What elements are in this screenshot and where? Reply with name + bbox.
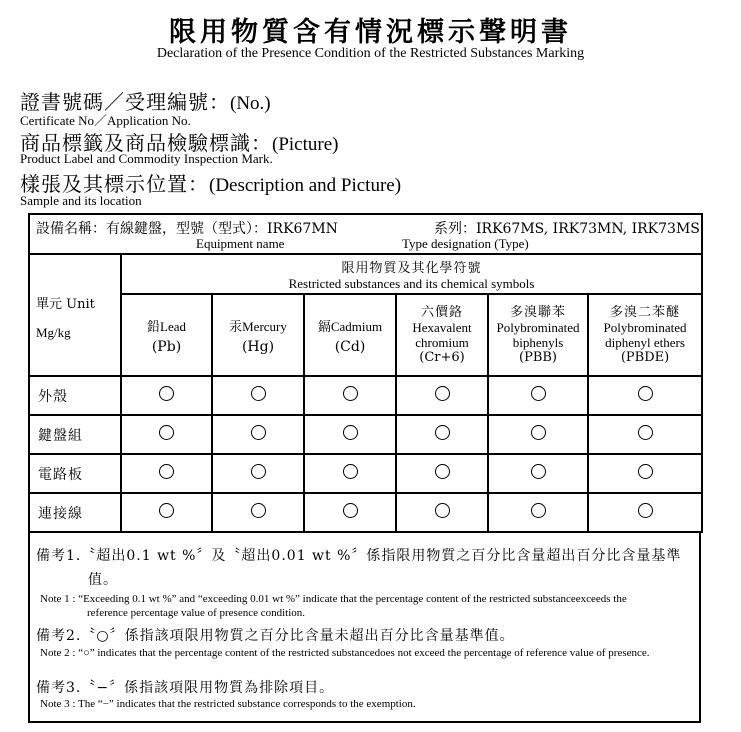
table-row: [29, 454, 702, 493]
table-row: [29, 376, 702, 415]
document-subtitle: Declaration of the Presence Condition of the Restricted Substances Marking: [156, 46, 585, 61]
note2-zh: 備考2.〝○〞係指該項限用物質之百分比含量未超出百分比含量基準值。: [36, 628, 515, 644]
presence-cell: [304, 493, 396, 532]
restricted-header-en: Restricted substances and its chemical symbols: [288, 275, 535, 291]
presence-cell: [488, 415, 588, 454]
note1-zh-b: 值。: [88, 572, 118, 588]
note1-en-b: reference percentage value of presence condition.: [87, 607, 306, 619]
header-row-2: [29, 294, 702, 376]
substance-chromium-zh: 六價鉻: [420, 305, 463, 320]
circle-mark: [251, 425, 266, 440]
circle-mark: [343, 425, 358, 440]
substance-cadmium-symbol: (Cd): [334, 338, 366, 355]
presence-cell: [588, 376, 702, 415]
substance-pbb-en1: Polybrominated: [496, 320, 580, 335]
substance-cadmium-name: 鎘Cadmium: [317, 318, 383, 334]
circle-mark: [638, 464, 653, 479]
substance-lead: [121, 294, 212, 376]
row-label: 外殼: [29, 376, 121, 415]
series-en: Type designation (Type): [402, 236, 529, 251]
presence-cell: [304, 376, 396, 415]
substance-pbde: [588, 294, 702, 376]
substance-pbde-symbol: (PBDE): [620, 350, 670, 365]
substance-pbb-zh: 多溴聯苯: [509, 305, 566, 320]
substance-chromium: [396, 294, 488, 376]
substance-mercury: [212, 294, 304, 376]
presence-cell: [121, 376, 212, 415]
substance-pbb-en2: biphenyls: [512, 335, 564, 350]
document-title: 限用物質含有情況標示聲明書: [169, 17, 572, 48]
equipment-name-en: Equipment name: [196, 236, 285, 251]
circle-mark: [435, 464, 450, 479]
row-label: 鍵盤組: [29, 415, 121, 454]
substance-pbde-zh: 多溴二苯醚: [610, 305, 681, 320]
table-row: [29, 415, 702, 454]
presence-cell: [121, 493, 212, 532]
substance-chromium-en1: Hexavalent: [412, 320, 472, 335]
row-label: 電路板: [29, 454, 121, 493]
circle-mark: [435, 386, 450, 401]
product-label-zh: 商品標籤及商品檢驗標識：: [20, 131, 272, 155]
presence-cell: [121, 415, 212, 454]
circle-mark: [343, 464, 358, 479]
circle-mark: [435, 503, 450, 518]
presence-cell: [121, 454, 212, 493]
header-row-1: [29, 254, 702, 294]
circle-mark: [638, 503, 653, 518]
certificate-label-en: (No.): [230, 93, 271, 114]
circle-mark: [531, 464, 546, 479]
note1-zh-a: 備考1.〝超出0.1 wt %〞及〝超出0.01 wt %〞係指限用物質之百分比含量超出百分比含量基準: [36, 548, 682, 564]
equipment-name-zh: 設備名稱：有線鍵盤，型號（型式）：IRK67MN: [36, 221, 338, 237]
circle-mark: [159, 425, 174, 440]
presence-cell: [304, 415, 396, 454]
unit-label: 單元 Unit: [36, 297, 95, 312]
presence-cell: [212, 493, 304, 532]
circle-mark: [531, 386, 546, 401]
presence-cell: [212, 376, 304, 415]
presence-cell: [396, 415, 488, 454]
circle-mark: [638, 425, 653, 440]
substance-cadmium: [304, 294, 396, 376]
equipment-cell: [29, 214, 702, 254]
substance-pbb: [488, 294, 588, 376]
substance-chromium-en2: chromium: [415, 335, 469, 350]
sample-label-zh: 樣張及其標示位置：: [20, 172, 209, 196]
substance-chromium-symbol: (Cr+6): [419, 350, 465, 365]
note3-zh: 備考3.〝−〞係指該項限用物質為排除項目。: [36, 680, 335, 696]
presence-cell: [588, 493, 702, 532]
circle-mark: [159, 386, 174, 401]
presence-cell: [396, 376, 488, 415]
note1-en-a: Note 1 : “Exceeding 0.1 wt %” and “exceeding 0.01 wt %” indicate that the percentage content of the restricted substanceexceeds the: [40, 593, 627, 605]
table-row: [29, 493, 702, 532]
presence-cell: [488, 493, 588, 532]
product-label-sub: Product Label and Commodity Inspection Mark.: [20, 151, 273, 166]
note3-en: Note 3 : The “−” indicates that the restricted substance corresponds to the exemption.: [40, 698, 416, 710]
circle-mark: [343, 503, 358, 518]
presence-cell: [588, 454, 702, 493]
unit-mgkg: Mg/kg: [36, 325, 71, 340]
substance-lead-name: 鉛Lead: [147, 318, 186, 334]
sample-label-en: (Description and Picture): [209, 175, 402, 196]
circle-mark: [159, 464, 174, 479]
note2-en: Note 2 : “○” indicates that the percentage content of the restricted substancedoes not exceed the percentage of reference value of presence.: [40, 647, 650, 659]
substance-lead-symbol: (Pb): [151, 338, 182, 355]
unit-cell: [29, 254, 121, 376]
series-zh: 系列：IRK67MS, IRK73MN, IRK73MS: [434, 221, 700, 237]
circle-mark: [251, 386, 266, 401]
substance-mercury-name: 汞Mercury: [229, 318, 287, 334]
notes-box: [28, 533, 701, 723]
equipment-row: [29, 214, 702, 254]
substance-pbde-en2: diphenyl ethers: [605, 335, 685, 350]
circle-mark: [159, 503, 174, 518]
circle-mark: [251, 503, 266, 518]
presence-cell: [212, 415, 304, 454]
circle-mark: [531, 425, 546, 440]
presence-cell: [304, 454, 396, 493]
restricted-header-zh: 限用物質及其化學符號: [341, 260, 482, 276]
presence-cell: [488, 454, 588, 493]
circle-mark: [435, 425, 450, 440]
circle-mark: [531, 503, 546, 518]
presence-cell: [588, 415, 702, 454]
sample-sub: Sample and its location: [20, 193, 142, 208]
certificate-label-zh: 證書號碼／受理編號：: [20, 90, 230, 114]
circle-mark: [251, 464, 266, 479]
row-label: 連接線: [29, 493, 121, 532]
presence-cell: [396, 454, 488, 493]
substance-mercury-symbol: (Hg): [241, 338, 275, 355]
certificate-sub: Certificate No／Application No.: [20, 113, 191, 128]
substance-pbb-symbol: (PBB): [519, 350, 557, 365]
presence-cell: [396, 493, 488, 532]
substance-pbde-en1: Polybrominated: [603, 320, 687, 335]
presence-cell: [488, 376, 588, 415]
circle-mark: [343, 386, 358, 401]
product-label-en: (Picture): [272, 134, 339, 155]
restricted-header: [121, 254, 702, 294]
substance-table: [28, 213, 703, 533]
circle-mark: [638, 386, 653, 401]
presence-cell: [212, 454, 304, 493]
